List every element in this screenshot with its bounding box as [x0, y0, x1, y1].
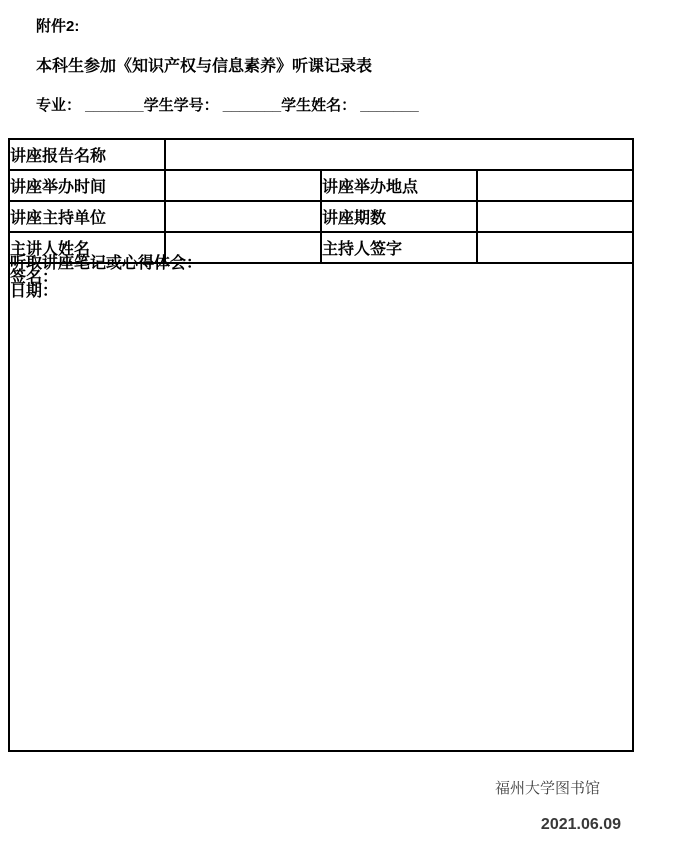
- label-lecture-period: 讲座期数: [321, 201, 477, 232]
- notes-cell: [9, 255, 633, 751]
- label-speaker-name: 主讲人姓名: [9, 232, 165, 263]
- value-lecture-title: [165, 139, 633, 170]
- notes-date-label: 日期：: [10, 283, 59, 300]
- table-row-notes: [9, 263, 633, 751]
- label-lecture-title: 讲座报告名称: [9, 139, 165, 170]
- student-info-line: 专业： _______学生学号： _______学生姓名： _______: [36, 97, 419, 114]
- label-lecture-location: 讲座举办地点: [321, 170, 477, 201]
- lecture-record-table: [8, 138, 634, 752]
- value-lecture-time: [165, 170, 321, 201]
- table-row-host-period: [9, 201, 633, 232]
- attachment-label: 附件2:: [36, 18, 80, 35]
- value-lecture-location: [477, 170, 633, 201]
- document-title: 本科生参加《知识产权与信息素养》听课记录表: [36, 58, 373, 75]
- table-row-time-location: [9, 170, 633, 201]
- label-lecture-time: 讲座举办时间: [9, 170, 165, 201]
- footer-date: 2021.06.09: [540, 816, 621, 833]
- label-host-unit: 讲座主持单位: [9, 201, 165, 232]
- footer-organization: 福州大学图书馆: [494, 780, 600, 797]
- table-row-lecture-title: [9, 139, 633, 170]
- notes-content: [10, 257, 632, 299]
- notes-signature-label: 签名：: [10, 269, 59, 286]
- notes-heading: 听取讲座笔记或心得体会：: [10, 255, 203, 272]
- value-host-unit: [165, 201, 321, 232]
- value-lecture-period: [477, 201, 633, 232]
- label-host-signature: 主持人签字: [321, 232, 477, 263]
